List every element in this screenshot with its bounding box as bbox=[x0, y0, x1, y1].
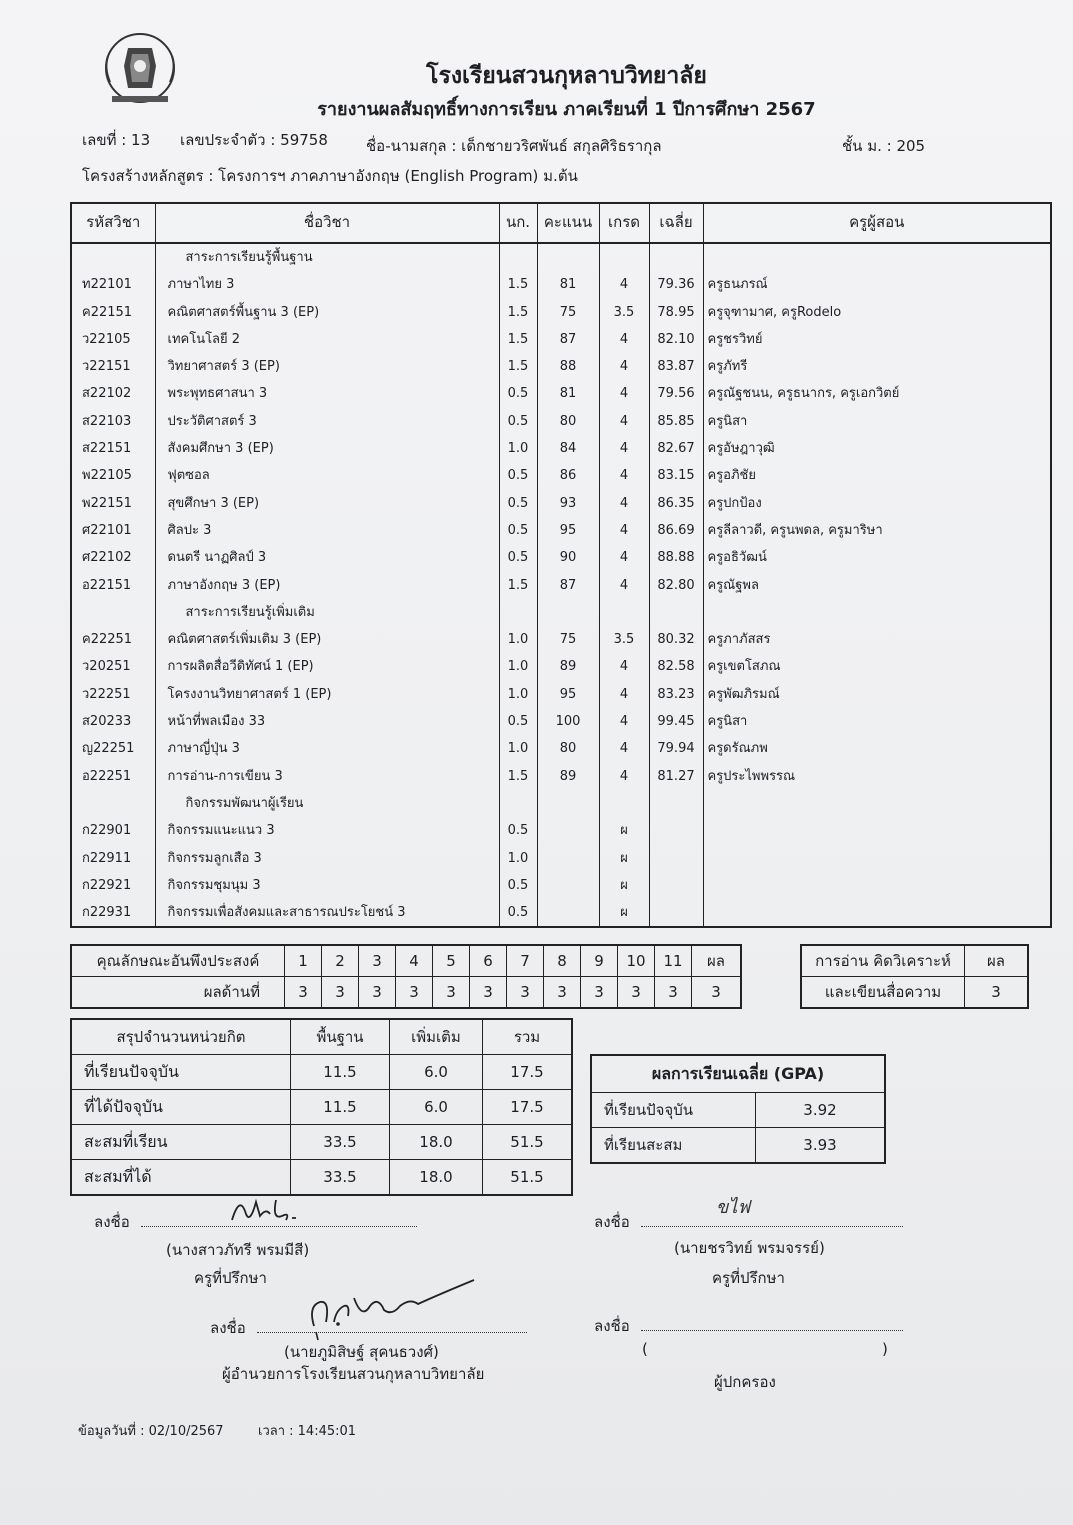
trait-result: 3 bbox=[470, 977, 507, 1009]
subject-code: ก22931 bbox=[82, 905, 132, 921]
grade: 4 bbox=[599, 462, 649, 489]
subject-name: กิจกรรมแนะแนว 3 bbox=[155, 817, 499, 844]
grades-row bbox=[71, 845, 1051, 872]
average: 80.32 bbox=[649, 626, 703, 653]
credit: 1.0 bbox=[499, 681, 537, 708]
average: 83.15 bbox=[649, 462, 703, 489]
credit: 0.5 bbox=[499, 817, 537, 844]
trait-result: 3 bbox=[359, 977, 396, 1009]
average: 86.35 bbox=[649, 490, 703, 517]
score: 84 bbox=[537, 435, 599, 462]
signature-director-image bbox=[300, 1276, 480, 1342]
subject-code: ค22251 bbox=[82, 632, 133, 648]
trait-number: 7 bbox=[507, 945, 544, 977]
teacher: ครูอัษฎาวุฒิ bbox=[703, 435, 1051, 462]
grade: 4 bbox=[599, 544, 649, 571]
trait-number: 8 bbox=[544, 945, 581, 977]
reading-label-1: การอ่าน คิดวิเคราะห์ bbox=[801, 945, 965, 977]
credits-basic: 33.5 bbox=[291, 1125, 390, 1160]
trait-result: 3 bbox=[544, 977, 581, 1009]
trait-result: 3 bbox=[692, 977, 742, 1009]
section-empty-cell bbox=[703, 599, 1051, 626]
average: 82.67 bbox=[649, 435, 703, 462]
credits-row bbox=[71, 1125, 572, 1160]
teacher: ครูนิสา bbox=[703, 708, 1051, 735]
subject-name: กิจกรรมเพื่อสังคมและสาธารณประโยชน์ 3 bbox=[155, 899, 499, 927]
teacher: ครูอธิวัฒน์ bbox=[703, 544, 1051, 571]
average bbox=[649, 845, 703, 872]
trait-number: 1 bbox=[285, 945, 322, 977]
subject-name: วิทยาศาสตร์ 3 (EP) bbox=[155, 353, 499, 380]
teacher: ครูลีลาวดี, ครูนพดล, ครูมาริษา bbox=[703, 517, 1051, 544]
teacher: ครูภัทรี bbox=[703, 353, 1051, 380]
credit: 1.5 bbox=[499, 326, 537, 353]
advisor2-handwritten: ขไฟ bbox=[716, 1197, 751, 1218]
reading-table bbox=[800, 944, 1029, 1009]
grade: 4 bbox=[599, 763, 649, 790]
credit: 0.5 bbox=[499, 408, 537, 435]
trait-result: 3 bbox=[396, 977, 433, 1009]
subject-code: ท22101 bbox=[82, 277, 132, 293]
teacher bbox=[703, 899, 1051, 927]
credit: 1.5 bbox=[499, 271, 537, 298]
sign-label: ลงชื่อ bbox=[210, 1319, 246, 1337]
credit: 0.5 bbox=[499, 380, 537, 407]
grade: 4 bbox=[599, 681, 649, 708]
grades-row bbox=[71, 490, 1051, 517]
credits-basic: 11.5 bbox=[291, 1090, 390, 1125]
report-title: รายงานผลสัมฤทธิ์ทางการเรียน ภาคเรียนที่ 1 ปีการศึกษา 2567 bbox=[317, 99, 816, 120]
score bbox=[537, 817, 599, 844]
trait-number: 11 bbox=[655, 945, 692, 977]
trait-number: 10 bbox=[618, 945, 655, 977]
credit: 1.0 bbox=[499, 626, 537, 653]
credits-total: 17.5 bbox=[483, 1090, 573, 1125]
subject-name: กิจกรรมชุมนุม 3 bbox=[155, 872, 499, 899]
subject-code: ว20251 bbox=[82, 659, 131, 675]
report-time: เวลา : 14:45:01 bbox=[258, 1424, 357, 1439]
report-date: ข้อมูลวันที่ : 02/10/2567 bbox=[78, 1424, 224, 1439]
teacher: ครูณัฐชนน, ครูธนากร, ครูเอกวิตย์ bbox=[703, 380, 1051, 407]
parent-role: ผู้ปกครอง bbox=[714, 1373, 776, 1391]
score: 81 bbox=[537, 380, 599, 407]
trait-number: 5 bbox=[433, 945, 470, 977]
director-role: ผู้อำนวยการโรงเรียนสวนกุหลาบวิทยาลัย bbox=[222, 1365, 485, 1383]
subject-code: ว22151 bbox=[82, 359, 131, 375]
credit: 1.0 bbox=[499, 845, 537, 872]
school-name: โรงเรียนสวนกุหลาบวิทยาลัย bbox=[426, 63, 707, 89]
subject-code: อ22151 bbox=[82, 577, 132, 593]
traits-result-label: ผลด้านที่ bbox=[71, 977, 285, 1009]
trait-number: 3 bbox=[359, 945, 396, 977]
credits-row bbox=[71, 1160, 572, 1196]
grades-row bbox=[71, 326, 1051, 353]
teacher: ครูภาภัสสร bbox=[703, 626, 1051, 653]
credits-extra: 18.0 bbox=[390, 1125, 483, 1160]
subject-name: ศิลปะ 3 bbox=[155, 517, 499, 544]
subject-name: ภาษาไทย 3 bbox=[155, 271, 499, 298]
credit: 1.5 bbox=[499, 353, 537, 380]
reading-value: 3 bbox=[965, 977, 1029, 1009]
section-empty-cell bbox=[537, 599, 599, 626]
col-average: เฉลี่ย bbox=[649, 203, 703, 243]
grade: 4 bbox=[599, 408, 649, 435]
grades-row bbox=[71, 544, 1051, 571]
grade: ผ bbox=[599, 817, 649, 844]
section-empty-cell bbox=[599, 243, 649, 271]
subject-name: หน้าที่พลเมือง 33 bbox=[155, 708, 499, 735]
grades-row bbox=[71, 735, 1051, 762]
grades-row bbox=[71, 653, 1051, 680]
student-id: เลขประจำตัว : 59758 bbox=[180, 131, 328, 149]
section-empty-cell bbox=[71, 599, 155, 626]
credits-extra: 6.0 bbox=[390, 1090, 483, 1125]
credits-total: 17.5 bbox=[483, 1055, 573, 1090]
section-empty-cell bbox=[499, 599, 537, 626]
teacher: ครูนิสา bbox=[703, 408, 1051, 435]
student-class: ชั้น ม. : 205 bbox=[842, 137, 926, 155]
section-empty-cell bbox=[599, 790, 649, 817]
credit: 0.5 bbox=[499, 872, 537, 899]
traits-label: คุณลักษณะอันพึงประสงค์ bbox=[71, 945, 285, 977]
teacher: ครูชรวิทย์ bbox=[703, 326, 1051, 353]
trait-number: 4 bbox=[396, 945, 433, 977]
gpa-title: ผลการเรียนเฉลี่ย (GPA) bbox=[591, 1055, 885, 1093]
grade: 4 bbox=[599, 326, 649, 353]
score: 95 bbox=[537, 681, 599, 708]
grades-row bbox=[71, 626, 1051, 653]
traits-table bbox=[70, 944, 742, 1009]
subject-code: ก22921 bbox=[82, 877, 132, 893]
subject-name: พระพุทธศาสนา 3 bbox=[155, 380, 499, 407]
grade: 4 bbox=[599, 708, 649, 735]
sign-label: ลงชื่อ bbox=[594, 1213, 630, 1231]
grades-header-row bbox=[71, 203, 1051, 243]
subject-name: กิจกรรมลูกเสือ 3 bbox=[155, 845, 499, 872]
subject-name: โครงงานวิทยาศาสตร์ 1 (EP) bbox=[155, 681, 499, 708]
grade: 4 bbox=[599, 435, 649, 462]
subject-name: คณิตศาสตร์เพิ่มเติม 3 (EP) bbox=[155, 626, 499, 653]
teacher bbox=[703, 872, 1051, 899]
subject-code: ว22251 bbox=[82, 686, 131, 702]
subject-code: ญ22251 bbox=[82, 741, 135, 757]
trait-number: 9 bbox=[581, 945, 618, 977]
grades-section-row bbox=[71, 599, 1051, 626]
credits-head-extra: เพิ่มเติม bbox=[390, 1019, 483, 1055]
average bbox=[649, 872, 703, 899]
credits-row bbox=[71, 1055, 572, 1090]
score: 80 bbox=[537, 408, 599, 435]
grade: 3.5 bbox=[599, 299, 649, 326]
reading-label-2: และเขียนสื่อความ bbox=[801, 977, 965, 1009]
average: 79.36 bbox=[649, 271, 703, 298]
score bbox=[537, 872, 599, 899]
score: 75 bbox=[537, 626, 599, 653]
subject-code: ส22102 bbox=[82, 386, 132, 402]
grade: 4 bbox=[599, 380, 649, 407]
subject-name: ประวัติศาสตร์ 3 bbox=[155, 408, 499, 435]
subject-code: พ22105 bbox=[82, 468, 132, 484]
teacher: ครูธนภรณ์ bbox=[703, 271, 1051, 298]
grades-row bbox=[71, 708, 1051, 735]
grades-row bbox=[71, 763, 1051, 790]
subject-name: ภาษาญี่ปุ่น 3 bbox=[155, 735, 499, 762]
teacher: ครูจุฑามาศ, ครูRodelo bbox=[703, 299, 1051, 326]
credit: 1.5 bbox=[499, 299, 537, 326]
advisor1-name: (นางสาวภัทรี พรมมีสี) bbox=[166, 1241, 310, 1259]
gpa-cumulative-value: 3.93 bbox=[756, 1128, 886, 1164]
credit: 1.5 bbox=[499, 572, 537, 599]
subject-code: ศ22101 bbox=[82, 522, 132, 538]
col-code: รหัสวิชา bbox=[71, 203, 155, 243]
credit: 1.5 bbox=[499, 763, 537, 790]
grades-row bbox=[71, 872, 1051, 899]
credit: 0.5 bbox=[499, 708, 537, 735]
grade: 3.5 bbox=[599, 626, 649, 653]
subject-code: ก22911 bbox=[82, 850, 132, 866]
average: 78.95 bbox=[649, 299, 703, 326]
section-empty-cell bbox=[71, 790, 155, 817]
trait-result: 3 bbox=[581, 977, 618, 1009]
subject-name: ดนตรี นาฏศิลป์ 3 bbox=[155, 544, 499, 571]
grades-row bbox=[71, 462, 1051, 489]
subject-name: เทคโนโลยี 2 bbox=[155, 326, 499, 353]
subject-code: อ22251 bbox=[82, 768, 132, 784]
subject-name: สังคมศึกษา 3 (EP) bbox=[155, 435, 499, 462]
section-empty-cell bbox=[649, 243, 703, 271]
grade: ผ bbox=[599, 872, 649, 899]
credit: 1.0 bbox=[499, 653, 537, 680]
score bbox=[537, 899, 599, 927]
subject-name: การผลิตสื่อวีดิทัศน์ 1 (EP) bbox=[155, 653, 499, 680]
trait-result: 3 bbox=[655, 977, 692, 1009]
grade: 4 bbox=[599, 653, 649, 680]
average bbox=[649, 817, 703, 844]
grade: 4 bbox=[599, 517, 649, 544]
parent-close-paren: ) bbox=[882, 1340, 888, 1358]
score: 93 bbox=[537, 490, 599, 517]
advisor1-role: ครูที่ปรึกษา bbox=[194, 1269, 267, 1287]
average: 88.88 bbox=[649, 544, 703, 571]
gpa-table bbox=[590, 1054, 886, 1164]
grade: ผ bbox=[599, 845, 649, 872]
subject-code: ก22901 bbox=[82, 823, 132, 839]
sign-line-parent bbox=[594, 1314, 903, 1338]
sign-label: ลงชื่อ bbox=[594, 1317, 630, 1335]
credit: 0.5 bbox=[499, 544, 537, 571]
subject-name: คณิตศาสตร์พื้นฐาน 3 (EP) bbox=[155, 299, 499, 326]
credits-head-label: สรุปจำนวนหน่วยกิต bbox=[71, 1019, 291, 1055]
advisor2-role: ครูที่ปรึกษา bbox=[712, 1269, 785, 1287]
col-teacher: ครูผู้สอน bbox=[703, 203, 1051, 243]
grades-row bbox=[71, 899, 1051, 927]
average: 82.80 bbox=[649, 572, 703, 599]
col-score: คะแนน bbox=[537, 203, 599, 243]
credits-row-label: ที่เรียนปัจจุบัน bbox=[71, 1055, 291, 1090]
trait-result: 3 bbox=[322, 977, 359, 1009]
credits-total: 51.5 bbox=[483, 1160, 573, 1196]
teacher: ครูดรัณภพ bbox=[703, 735, 1051, 762]
credits-row bbox=[71, 1090, 572, 1125]
teacher: ครูณัฐพล bbox=[703, 572, 1051, 599]
subject-name: ฟุตซอล bbox=[155, 462, 499, 489]
grade: 4 bbox=[599, 572, 649, 599]
credit: 1.0 bbox=[499, 735, 537, 762]
signature-advisor1-image bbox=[226, 1190, 306, 1230]
teacher bbox=[703, 845, 1051, 872]
average: 99.45 bbox=[649, 708, 703, 735]
credit: 0.5 bbox=[499, 517, 537, 544]
grades-section-row bbox=[71, 243, 1051, 271]
credits-table bbox=[70, 1018, 573, 1196]
teacher bbox=[703, 817, 1051, 844]
score: 87 bbox=[537, 572, 599, 599]
score: 89 bbox=[537, 763, 599, 790]
score: 88 bbox=[537, 353, 599, 380]
grades-row bbox=[71, 517, 1051, 544]
trait-number: ผล bbox=[692, 945, 742, 977]
subject-code: ศ22102 bbox=[82, 550, 132, 566]
teacher: ครูปกป้อง bbox=[703, 490, 1051, 517]
subject-name: การอ่าน-การเขียน 3 bbox=[155, 763, 499, 790]
grades-table bbox=[70, 202, 1052, 928]
section-empty-cell bbox=[71, 243, 155, 271]
score: 100 bbox=[537, 708, 599, 735]
grade: 4 bbox=[599, 490, 649, 517]
average: 86.69 bbox=[649, 517, 703, 544]
grade: 4 bbox=[599, 271, 649, 298]
grade: ผ bbox=[599, 899, 649, 927]
average bbox=[649, 899, 703, 927]
average: 82.10 bbox=[649, 326, 703, 353]
credit: 0.5 bbox=[499, 462, 537, 489]
score: 95 bbox=[537, 517, 599, 544]
credits-head-total: รวม bbox=[483, 1019, 573, 1055]
section-empty-cell bbox=[499, 790, 537, 817]
subject-code: ส22151 bbox=[82, 441, 132, 457]
credits-row-label: ที่ได้ปัจจุบัน bbox=[71, 1090, 291, 1125]
credits-head-basic: พื้นฐาน bbox=[291, 1019, 390, 1055]
grade: 4 bbox=[599, 735, 649, 762]
grades-row bbox=[71, 380, 1051, 407]
score: 90 bbox=[537, 544, 599, 571]
section-empty-cell bbox=[499, 243, 537, 271]
section-empty-cell bbox=[649, 599, 703, 626]
section-title: กิจกรรมพัฒนาผู้เรียน bbox=[155, 790, 499, 817]
teacher: ครูพัฒภิรมณ์ bbox=[703, 681, 1051, 708]
credits-row-label: สะสมที่เรียน bbox=[71, 1125, 291, 1160]
grades-row bbox=[71, 435, 1051, 462]
gpa-current-value: 3.92 bbox=[756, 1093, 886, 1128]
score: 86 bbox=[537, 462, 599, 489]
average: 85.85 bbox=[649, 408, 703, 435]
grades-section-row bbox=[71, 790, 1051, 817]
credit: 0.5 bbox=[499, 490, 537, 517]
credits-row-label: สะสมที่ได้ bbox=[71, 1160, 291, 1196]
section-empty-cell bbox=[537, 790, 599, 817]
subject-code: ค22151 bbox=[82, 304, 133, 320]
trait-result: 3 bbox=[285, 977, 322, 1009]
section-empty-cell bbox=[537, 243, 599, 271]
credits-basic: 11.5 bbox=[291, 1055, 390, 1090]
subject-name: ภาษาอังกฤษ 3 (EP) bbox=[155, 572, 499, 599]
score: 75 bbox=[537, 299, 599, 326]
gpa-current-label: ที่เรียนปัจจุบัน bbox=[591, 1093, 756, 1128]
score: 87 bbox=[537, 326, 599, 353]
grades-row bbox=[71, 353, 1051, 380]
section-empty-cell bbox=[703, 243, 1051, 271]
section-empty-cell bbox=[703, 790, 1051, 817]
score bbox=[537, 845, 599, 872]
trait-result: 3 bbox=[507, 977, 544, 1009]
score: 80 bbox=[537, 735, 599, 762]
credits-extra: 18.0 bbox=[390, 1160, 483, 1196]
subject-code: ว22105 bbox=[82, 331, 131, 347]
section-empty-cell bbox=[599, 599, 649, 626]
credit: 1.0 bbox=[499, 435, 537, 462]
subject-code: ส20233 bbox=[82, 714, 132, 730]
gpa-cumulative-label: ที่เรียนสะสม bbox=[591, 1128, 756, 1164]
col-subject: ชื่อวิชา bbox=[155, 203, 499, 243]
parent-open-paren: ( bbox=[642, 1340, 648, 1358]
grades-row bbox=[71, 408, 1051, 435]
grade: 4 bbox=[599, 353, 649, 380]
sign-label: ลงชื่อ bbox=[94, 1213, 130, 1231]
grades-row bbox=[71, 271, 1051, 298]
curriculum: โครงสร้างหลักสูตร : โครงการฯ ภาคภาษาอังกฤษ (English Program) ม.ต้น bbox=[82, 167, 578, 185]
student-name: ชื่อ-นามสกุล : เด็กชายวริศพันธ์ สกุลศิริธรากุล bbox=[366, 137, 662, 155]
average: 83.87 bbox=[649, 353, 703, 380]
teacher: ครูอภิชัย bbox=[703, 462, 1051, 489]
average: 79.56 bbox=[649, 380, 703, 407]
trait-result: 3 bbox=[433, 977, 470, 1009]
grades-row bbox=[71, 299, 1051, 326]
section-empty-cell bbox=[649, 790, 703, 817]
trait-number: 2 bbox=[322, 945, 359, 977]
trait-number: 6 bbox=[470, 945, 507, 977]
subject-code: ส22103 bbox=[82, 413, 132, 429]
credit: 0.5 bbox=[499, 899, 537, 927]
grades-row bbox=[71, 681, 1051, 708]
teacher: ครูประไพพรรณ bbox=[703, 763, 1051, 790]
reading-head: ผล bbox=[965, 945, 1029, 977]
section-title: สาระการเรียนรู้เพิ่มเติม bbox=[155, 599, 499, 626]
credits-extra: 6.0 bbox=[390, 1055, 483, 1090]
credits-total: 51.5 bbox=[483, 1125, 573, 1160]
credits-basic: 33.5 bbox=[291, 1160, 390, 1196]
grades-row bbox=[71, 572, 1051, 599]
score: 89 bbox=[537, 653, 599, 680]
trait-result: 3 bbox=[618, 977, 655, 1009]
col-credit: นก. bbox=[499, 203, 537, 243]
subject-code: พ22151 bbox=[82, 495, 132, 511]
advisor2-name: (นายชรวิทย์ พรมจรรย์) bbox=[674, 1239, 825, 1257]
grades-row bbox=[71, 817, 1051, 844]
section-title: สาระการเรียนรู้พื้นฐาน bbox=[155, 243, 499, 271]
average: 81.27 bbox=[649, 763, 703, 790]
director-name: (นายภูมิสิษฐ์ สุคนธวงศ์) bbox=[284, 1343, 439, 1361]
student-number: เลขที่ : 13 bbox=[82, 131, 151, 149]
teacher: ครูเขตโสภณ bbox=[703, 653, 1051, 680]
subject-name: สุขศึกษา 3 (EP) bbox=[155, 490, 499, 517]
average: 83.23 bbox=[649, 681, 703, 708]
col-grade: เกรด bbox=[599, 203, 649, 243]
average: 82.58 bbox=[649, 653, 703, 680]
average: 79.94 bbox=[649, 735, 703, 762]
score: 81 bbox=[537, 271, 599, 298]
